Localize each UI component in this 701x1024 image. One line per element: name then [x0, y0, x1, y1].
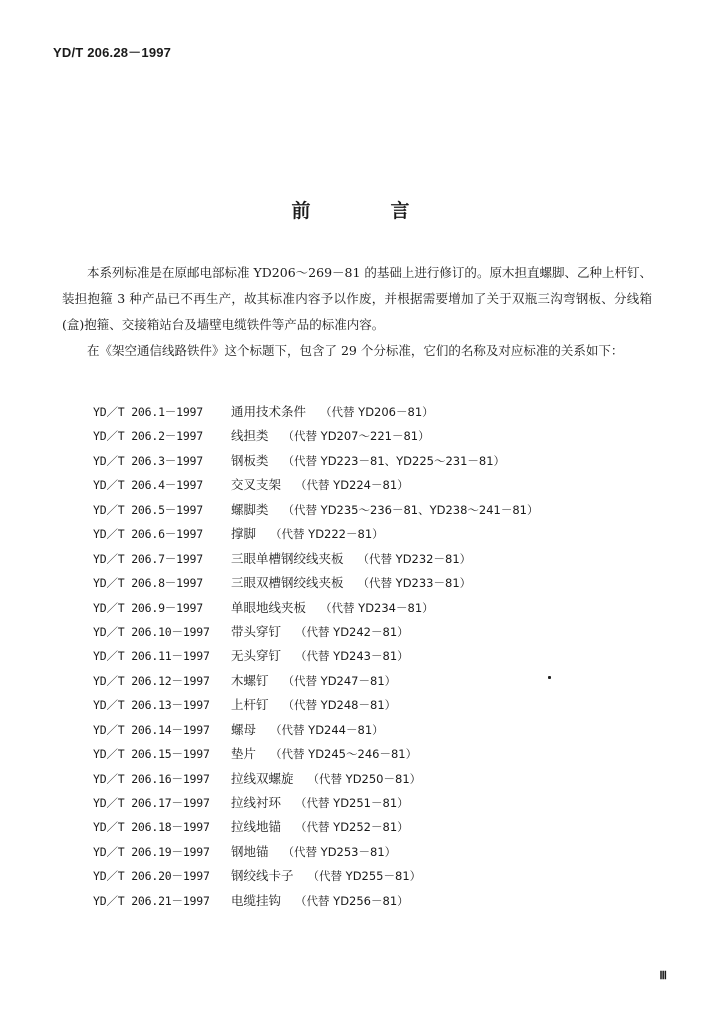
- standard-code: YD／T 206.21－1997: [93, 893, 210, 908]
- standard-replaces: （代替 YD232－81）: [357, 551, 472, 566]
- standard-row: [93, 596, 539, 620]
- standard-code: YD／T 206.3－1997: [93, 453, 204, 468]
- standard-replaces: （代替 YD248－81）: [282, 698, 397, 713]
- standard-row: [93, 864, 539, 888]
- page-number: Ⅲ: [659, 970, 667, 982]
- standard-replaces: （代替 YD242－81）: [295, 624, 409, 639]
- standard-name: 带头穿钉: [231, 623, 282, 639]
- standard-row: [93, 767, 539, 791]
- standard-name: 钢绞线卡子: [231, 868, 294, 884]
- standard-name: 螺母: [231, 721, 257, 737]
- standard-code: YD／T 206.11－1997: [93, 649, 210, 664]
- standard-row: [93, 889, 539, 913]
- standards-list: [93, 400, 539, 913]
- standard-number-header: YD/T 206.28－1997: [53, 45, 172, 60]
- standard-code: YD／T 206.6－1997: [93, 527, 204, 542]
- standard-replaces: （代替 YD206－81）: [320, 405, 434, 419]
- standard-replaces: （代替 YD250－81）: [307, 771, 422, 786]
- standard-code: YD／T 206.14－1997: [93, 722, 210, 737]
- standard-name: 螺脚类: [231, 501, 269, 517]
- standard-code: YD／T 206.12－1997: [93, 673, 210, 688]
- standard-row: [93, 840, 539, 864]
- standard-name: 木螺钉: [231, 672, 269, 688]
- standard-name: 钢地锚: [231, 843, 269, 859]
- standard-name: 拉线地锚: [231, 819, 282, 835]
- standard-row: [93, 522, 539, 546]
- scan-speck: [548, 676, 551, 679]
- standard-replaces: （代替 YD235～236－81、YD238～241－81）: [282, 502, 539, 517]
- standard-row: [93, 498, 539, 522]
- standard-replaces: （代替 YD245～246－81）: [270, 747, 418, 762]
- standard-name: 撑脚: [231, 526, 257, 542]
- list-intro-paragraph: 在《架空通信线路铁件》这个标题下，包含了 29 个分标准，它们的名称及对应标准的关系如下：: [87, 343, 624, 358]
- standard-row: [93, 644, 539, 668]
- intro-paragraph: 本系列标准是在原邮电部标准 YD206～269－81 的基础上进行修订的。原木担直螺脚、乙种上杆钉、装担抱箍 3 种产品已不再生产，故其标准内容予以作废，并根据需要增加了关于双瓶三沟弯钢板、分线箱(盒)抱箍、交接箱站台及墙壁电缆铁件等产品的标准内容。: [62, 265, 652, 332]
- standard-code: YD／T 206.15－1997: [93, 747, 210, 762]
- title-char-1: 前: [291, 200, 311, 222]
- standard-name: 单眼地线夹板: [231, 599, 307, 615]
- standard-row: [93, 718, 539, 742]
- standard-code: YD／T 206.16－1997: [93, 771, 210, 786]
- standard-name: 钢板类: [231, 452, 269, 468]
- standard-code: YD／T 206.17－1997: [93, 796, 210, 810]
- standard-row: [93, 620, 539, 644]
- standard-row: [93, 669, 539, 693]
- standard-code: YD／T 206.9－1997: [93, 600, 204, 615]
- standard-replaces: （代替 YD247－81）: [282, 673, 397, 688]
- standard-code: YD／T 206.2－1997: [93, 429, 204, 444]
- standard-name: 电缆挂钩: [231, 892, 282, 908]
- standard-row: [93, 815, 539, 839]
- title-char-2: 言: [390, 200, 410, 222]
- standard-row: [93, 400, 539, 424]
- standard-row: [93, 547, 539, 571]
- standard-name: 拉线双螺旋: [231, 770, 294, 786]
- standard-code: YD／T 206.5－1997: [93, 502, 204, 517]
- standard-replaces: （代替 YD233－81）: [357, 576, 472, 591]
- standard-name: 三眼单槽钢绞线夹板: [231, 550, 344, 566]
- standard-replaces: （代替 YD253－81）: [282, 844, 397, 859]
- standard-row: [93, 742, 539, 766]
- standard-name: 拉线衬环: [231, 795, 282, 810]
- standard-replaces: （代替 YD222－81）: [270, 527, 384, 542]
- standard-row: [93, 424, 539, 448]
- standard-replaces: （代替 YD243－81）: [295, 649, 409, 664]
- standard-replaces: （代替 YD244－81）: [270, 722, 384, 737]
- standard-row: [93, 693, 539, 717]
- standard-row: [93, 571, 539, 595]
- standard-code: YD／T 206.7－1997: [93, 551, 204, 566]
- standard-replaces: （代替 YD224－81）: [295, 478, 409, 493]
- standard-name: 垫片: [231, 746, 257, 762]
- standard-name: 上杆钉: [231, 697, 269, 713]
- standard-name: 三眼双槽钢绞线夹板: [231, 575, 344, 591]
- standard-row: [93, 473, 539, 497]
- standard-code: YD／T 206.20－1997: [93, 869, 210, 884]
- section-title: [0, 196, 701, 223]
- standard-name: 通用技术条件: [231, 404, 307, 419]
- standard-replaces: （代替 YD223－81、YD225～231－81）: [282, 453, 506, 468]
- standard-name: 交叉支架: [231, 477, 282, 493]
- standard-code: YD／T 206.18－1997: [93, 820, 210, 835]
- standard-code: YD／T 206.13－1997: [93, 698, 210, 713]
- standard-code: YD／T 206.19－1997: [93, 844, 210, 859]
- standard-replaces: （代替 YD251－81）: [295, 796, 409, 810]
- standard-replaces: （代替 YD256－81）: [295, 893, 409, 908]
- standard-replaces: （代替 YD234－81）: [320, 600, 434, 615]
- standard-replaces: （代替 YD252－81）: [295, 820, 409, 835]
- standard-replaces: （代替 YD207～221－81）: [282, 429, 430, 444]
- standard-code: YD／T 206.8－1997: [93, 576, 204, 591]
- standard-code: YD／T 206.10－1997: [93, 624, 210, 639]
- standard-row: [93, 449, 539, 473]
- standard-code: YD／T 206.1－1997: [93, 405, 204, 419]
- standard-code: YD／T 206.4－1997: [93, 478, 204, 493]
- standard-name: 无头穿钉: [231, 648, 282, 664]
- standard-row: [93, 791, 539, 815]
- standard-replaces: （代替 YD255－81）: [307, 869, 422, 884]
- standard-name: 线担类: [231, 428, 269, 444]
